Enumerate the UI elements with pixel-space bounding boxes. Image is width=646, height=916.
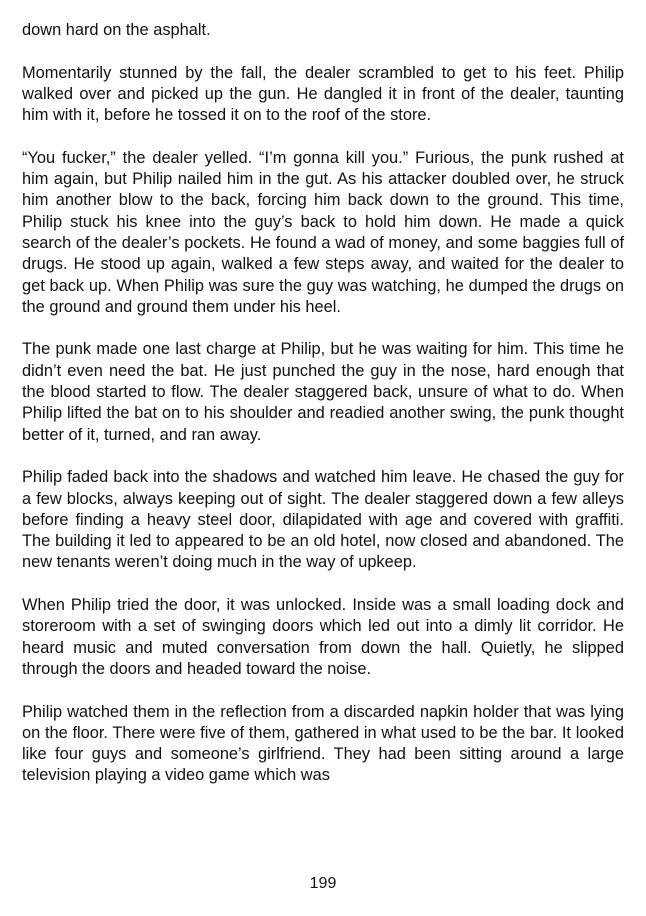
paragraph-5: Philip faded back into the shadows and watched him leave. He chased the guy for a few blocks, always keeping out of sight. The dealer staggered down a few alleys before finding a heavy steel door, dilapidated with age and covered with graffiti. The building it led to appeared to be an old hotel, now closed and abandoned. The new tenants weren’t doing much in the way of upkeep. — [22, 468, 624, 572]
paragraph-4: The punk made one last charge at Philip, but he was waiting for him. This time he didn’t even need the bat. He just punched the guy in the nose, hard enough that the blood started to flow. The dealer staggered back, unsure of what to do. When Philip lifted the bat on to his shoulder and readied another swing, the punk thought better of it, turned, and ran away. — [22, 340, 624, 444]
paragraph-1: down hard on the asphalt. — [22, 21, 211, 39]
paragraph-6: When Philip tried the door, it was unlocked. Inside was a small loading dock and storeroom with a set of swinging doors which led out into a dimly lit corridor. He heard music and muted conversation from down the hall. Quietly, he slipped through the doors and headed toward the noise. — [22, 596, 624, 678]
paragraph-3: “You fucker,” the dealer yelled. “I’m gonna kill you.” Furious, the punk rushed at him again, but Philip nailed him in the gut. As his attacker doubled over, he struck him another blow to the back, forcing him back down to the ground. This time, Philip stuck his knee into the guy’s back to hold him down. He made a quick search of the dealer’s pockets. He found a wad of money, and some baggies full of drugs. He stood up again, walked a few steps away, and waited for the dealer to get back up. When Philip was sure the guy was watching, he dumped the drugs on the ground and ground them under his heel. — [22, 148, 624, 316]
page-number: 199 — [309, 875, 337, 892]
page-text-body — [22, 20, 624, 808]
paragraph-7: Philip watched them in the reflection from a discarded napkin holder that was lying on the floor. There were five of them, gathered in what used to be the bar. It looked like four guys and someone’s girlfriend. They had been sitting around a large television playing a video game which was — [22, 702, 624, 785]
paragraph-2: Momentarily stunned by the fall, the dealer scrambled to get to his feet. Philip walked over and picked up the gun. He dangled it in front of the dealer, taunting him with it, before he tossed it on to the roof of the store. — [22, 63, 624, 125]
